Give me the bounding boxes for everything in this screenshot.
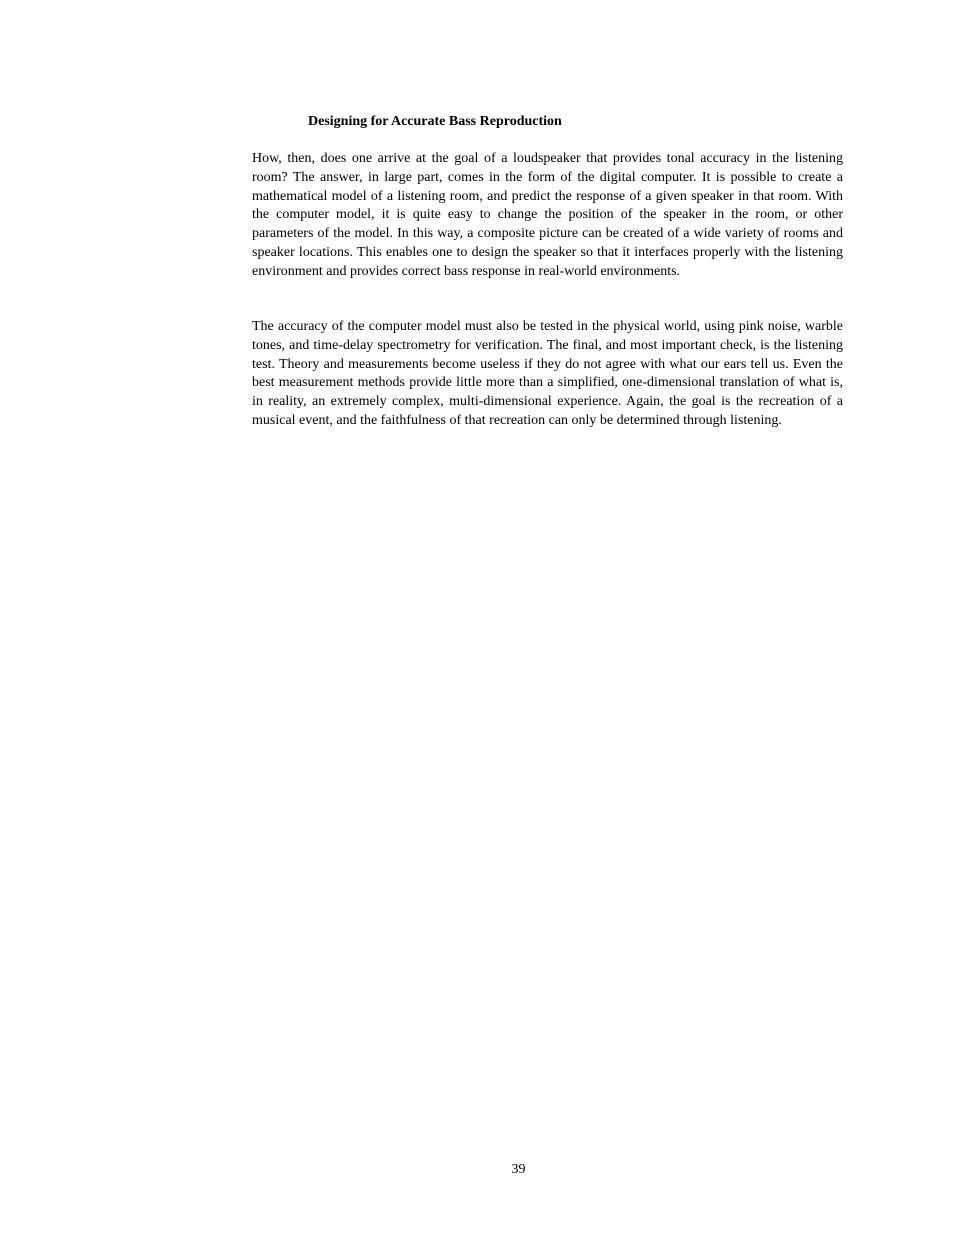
body-paragraph-1: How, then, does one arrive at the goal of a loudspeaker that provides tonal accuracy in the listening room? The answer, in large part, comes in the form of the digital computer. It is possible to create a mathematical model of a listening room, and predict the response of a given speaker in that room. With the computer model, it is quite easy to change the position of the speaker in the room, or other parameters of the model. In this way, a composite picture can be created of a wide variety of rooms and speaker locations. This enables one to design the speaker so that it interfaces properly with the listening environment and provides correct bass response in real-world environments. — [252, 151, 843, 279]
page-number: 39 — [511, 1162, 526, 1177]
body-paragraph-2: The accuracy of the computer model must also be tested in the physical world, using pink noise, warble tones, and time-delay spectrometry for verification. The final, and most important check, is the listening test. Theory and measurements become useless if they do not agree with what our ears tell us. Even the best measurement methods provide little more than a simplified, one-dimensional translation of what is, in reality, an extremely complex, multi-dimensional experience. Again, the goal is the recreation of a musical event, and the faithfulness of that recreation can only be determined through listening. — [252, 319, 843, 428]
section-heading: Designing for Accurate Bass Reproduction — [308, 114, 562, 129]
